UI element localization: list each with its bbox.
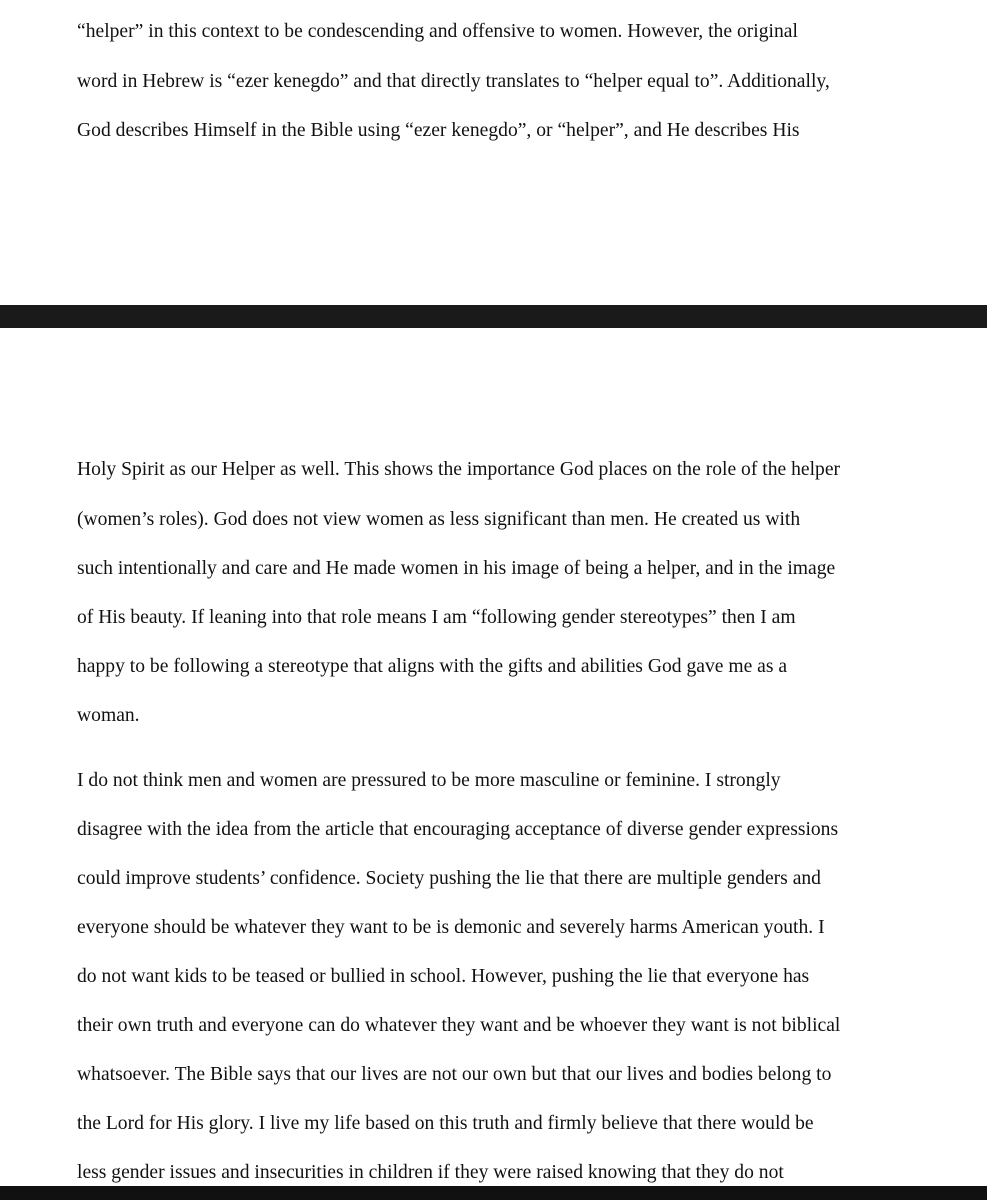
text-line: of His beauty. If leaning into that role means I am “following gender stereotypes” then I am [77, 607, 796, 628]
text-line: less gender issues and insecurities in children if they were raised knowing that they do not [77, 1162, 784, 1183]
text-line: I do not think men and women are pressured to be more masculine or feminine. I strongly [77, 770, 781, 791]
document-page-bottom [0, 328, 987, 1200]
text-line: word in Hebrew is “ezer kenegdo” and that directly translates to “helper equal to”. Additionally, [77, 71, 830, 92]
text-line: the Lord for His glory. I live my life based on this truth and firmly believe that there would be [77, 1113, 814, 1134]
bottom-edge-bar [0, 1186, 987, 1200]
text-line: happy to be following a stereotype that aligns with the gifts and abilities God gave me as a [77, 656, 788, 677]
text-line: do not want kids to be teased or bullied in school. However, pushing the lie that everyone has [77, 966, 810, 987]
text-line: Holy Spirit as our Helper as well. This shows the importance God places on the role of the helper [77, 459, 841, 480]
text-line: their own truth and everyone can do whatever they want and be whoever they want is not biblical [77, 1015, 841, 1036]
document-page-top [0, 0, 987, 305]
page-break-divider [0, 305, 987, 328]
text-line: such intentionally and care and He made women in his image of being a helper, and in the image [77, 558, 836, 579]
text-line: woman. [77, 705, 140, 726]
text-line: (women’s roles). God does not view women as less significant than men. He created us with [77, 509, 801, 530]
text-line: everyone should be whatever they want to be is demonic and severely harms American youth. I [77, 917, 825, 938]
text-line: whatsoever. The Bible says that our lives are not our own but that our lives and bodies belong to [77, 1064, 832, 1085]
text-line: could improve students’ confidence. Society pushing the lie that there are multiple genders and [77, 868, 821, 889]
text-line: disagree with the idea from the article that encouraging acceptance of diverse gender expressions [77, 819, 839, 840]
text-line: “helper” in this context to be condescending and offensive to women. However, the original [77, 21, 798, 42]
text-line: God describes Himself in the Bible using “ezer kenegdo”, or “helper”, and He describes His [77, 120, 800, 141]
